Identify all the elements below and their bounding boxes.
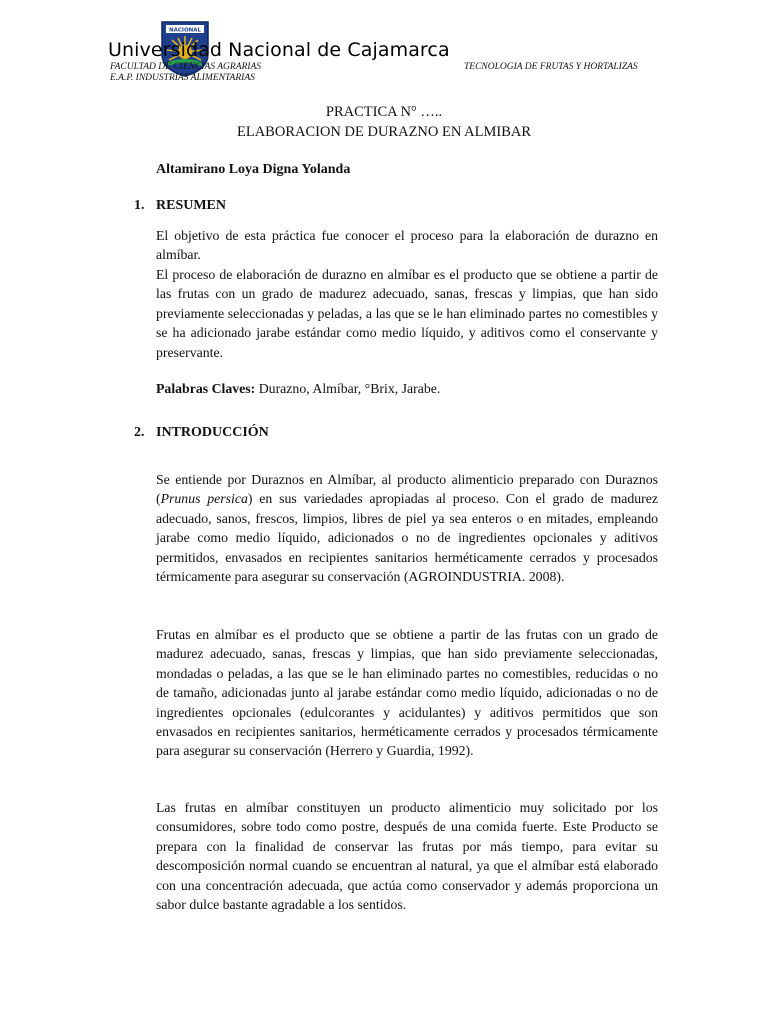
document-title: ELABORACION DE DURAZNO EN ALMIBAR <box>236 124 532 140</box>
university-name: Universidad Nacional de Cajamarca <box>108 39 450 61</box>
section-number: 1. <box>134 198 145 213</box>
logo-text: NACIONAL <box>169 27 201 34</box>
resumen-paragraph-1: El objetivo de esta práctica fue conocer el proceso para la elaboración de durazno en almíbar. <box>156 228 658 263</box>
school-name: E.A.P. INDUSTRIAS ALIMENTARIAS <box>110 73 255 83</box>
keywords-label: Palabras Claves: <box>156 381 256 396</box>
course-name: TECNOLOGIA DE FRUTAS Y HORTALIZAS <box>464 62 638 72</box>
introduccion-paragraph-2: Frutas en almíbar es el producto que se obtiene a partir de las frutas con un grado de madurez adecuado, sanas, frescas y limpias, que han sido previamente seleccionadas, mondadas o peladas, a las que se le han eliminado partes no comestibles, reducidas o no de tamaño, adicionadas junto al jarabe estándar como medio líquido, adicionadas o no de ingredientes opcionales (edulcorantes y acidulantes) y aditivos permitidos que son envasados en recipientes sanitarios, herméticamente cerrados y procesados térmicamente para asegurar su conservación (Herrero y Guardia, 1992). <box>156 627 658 759</box>
section-heading-resumen <box>134 198 226 214</box>
practice-number: PRACTICA N° ….. <box>325 104 443 120</box>
resumen-paragraph-2: El proceso de elaboración de durazno en almíbar es el producto que se obtiene a partir de las frutas con un grado de madurez adecuado, sanas, frescas y limpias, que han sido previamente seleccionadas y peladas, a las que se le han eliminado partes no comestibles y se ha adicionado jarabe estándar como medio líquido, y aditivos como el conservante y preservante. <box>156 267 658 360</box>
paragraph-text: ) en sus variedades apropiadas al proceso. Con el grado de madurez adecuado, sanos, frescos, limpios, libres de piel ya sea enteros o en mitades, empleando jarabe como medio líquido, adicionados o no de ingredientes opcionales y aditivos permitidos, envasados en recipientes sanitarios herméticamente cerrados y procesados térmicamente para asegurar su conservación (AGROINDUSTRIA. 2008). <box>156 491 658 585</box>
section-title: RESUMEN <box>156 198 227 213</box>
author-name: Altamirano Loya Digna Yolanda <box>156 162 351 177</box>
keywords-line <box>156 379 658 398</box>
introduccion-paragraph-3: Las frutas en almíbar constituyen un producto alimenticio muy solicitado por los consumidores, sobre todo como postre, después de una comida fuerte. Este Producto se prepara con la finalidad de conservar las frutas por más tiempo, para evitar su descomposición normal cuando se encuentran al natural, ya que el almíbar está elaborado con una concentración adecuada, que actúa como conservador y además proporciona un sabor dulce bastante agradable a los sentidos. <box>156 800 658 913</box>
section-title: INTRODUCCIÓN <box>156 425 269 440</box>
section-number: 2. <box>134 425 145 440</box>
section-heading-introduccion <box>134 425 269 441</box>
scientific-name: Prunus persica <box>160 491 248 507</box>
paragraph-text: Se entiende por Duraznos en Almíbar, al producto alimenticio preparado con Duraznos ( <box>156 472 658 507</box>
keywords-list: Durazno, Almíbar, °Brix, Jarabe. <box>255 381 441 396</box>
introduccion-paragraph-1 <box>156 470 658 586</box>
faculty-name: FACULTAD DE CIENCIAS AGRARIAS <box>110 62 262 72</box>
